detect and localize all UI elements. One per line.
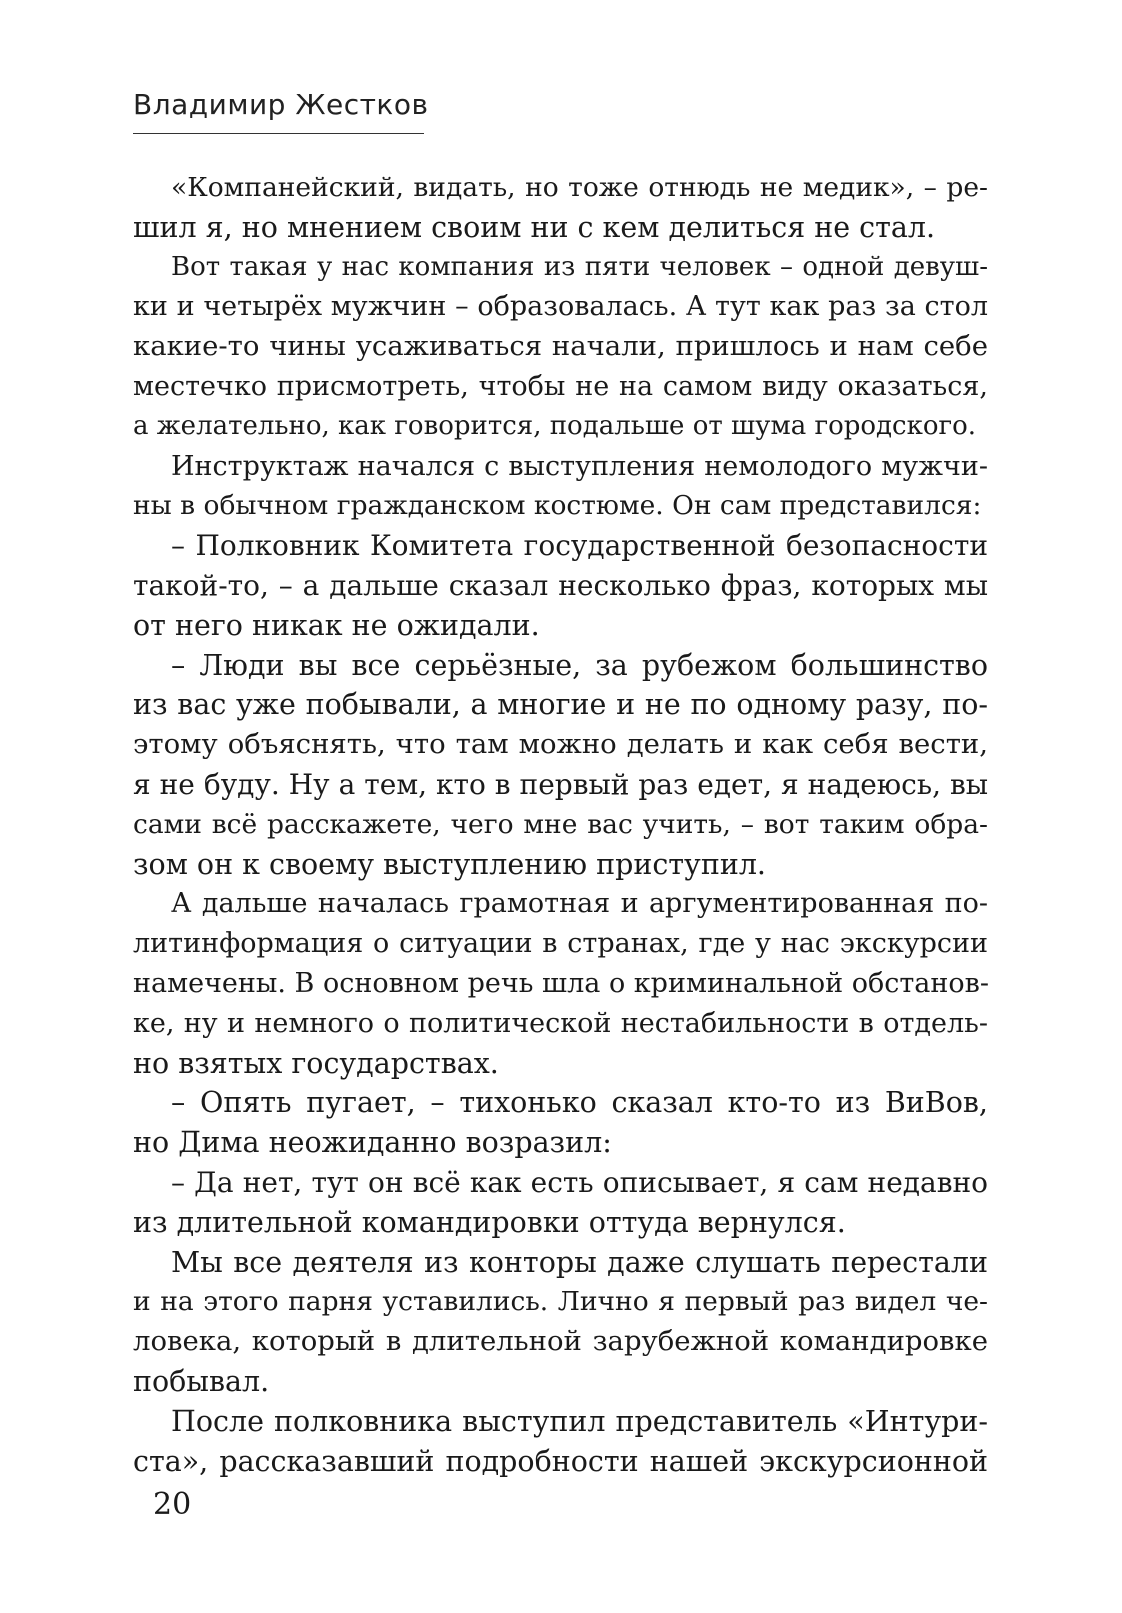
text-line: из длительной командировки оттуда вернулся. [133, 1205, 846, 1239]
text-line: этому объяснять, что там можно делать и как себя вести, [133, 728, 988, 761]
text-line: – Люди вы все серьёзные, за рубежом большинство [171, 648, 988, 682]
text-line: Инструктаж начался с выступления немолодого мужчи- [171, 450, 988, 482]
text-line: местечко присмотреть, чтобы не на самом виду оказаться, [133, 370, 988, 402]
text-line: такой-то, – а дальше сказал несколько фраз, которых мы [133, 568, 988, 602]
header-rule [133, 133, 424, 134]
text-line: ны в обычном гражданском костюме. Он сам представился: [133, 490, 982, 522]
text-line: я не буду. Ну а тем, кто в первый раз едет, я надеюсь, вы [133, 767, 988, 801]
text-line: зом он к своему выступлению приступил. [133, 847, 766, 881]
body-text [133, 168, 988, 1481]
text-line: А дальше началась грамотная и аргументированная по- [171, 888, 988, 920]
text-line: – Полковник Комитета государственной безопасности [171, 529, 988, 563]
text-line: ловека, который в длительной зарубежной командировке [133, 1325, 988, 1358]
text-line: ке, ну и немного о политической нестабильности в отдель- [133, 1007, 988, 1039]
text-line: и на этого парня уставились. Лично я первый раз видел че- [133, 1286, 988, 1318]
text-line: Вот такая у нас компания из пяти человек – одной девуш- [171, 251, 988, 282]
text-line: – Опять пугает, – тихонько сказал кто-то из ВиВов, [171, 1086, 988, 1120]
text-line: но Дима неожиданно возразил: [133, 1126, 612, 1160]
text-line: но взятых государствах. [133, 1046, 499, 1080]
text-line: шил я, но мнением своим ни с кем делиться не стал. [133, 210, 936, 244]
running-head-author: Владимир Жестков [133, 88, 429, 121]
text-line: литинформация о ситуации в странах, где у нас экскурсии [133, 928, 988, 960]
text-line: какие-то чины усаживаться начали, пришлось и нам себе [133, 330, 988, 363]
text-line: намечены. В основном речь шла о криминальной обстанов- [133, 967, 989, 999]
text-line: из вас уже побывали, а многие и не по одному разу, по- [133, 688, 988, 722]
text-line: побывал. [133, 1364, 270, 1398]
text-line: Мы все деятеля из конторы даже слушать перестали [171, 1245, 988, 1279]
text-line: а желательно, как говорится, подальше от шума городского. [133, 410, 977, 441]
page-number: 20 [153, 1487, 192, 1522]
text-line: от него никак не ожидали. [133, 608, 540, 642]
text-line: ки и четырёх мужчин – образовалась. А тут как раз за стол [133, 291, 988, 323]
text-line: ста», рассказавший подробности нашей экскурсионной [133, 1444, 988, 1478]
text-line: сами всё расскажете, чего мне вас учить, – вот таким обра- [133, 808, 988, 840]
text-line: «Компанейский, видать, но тоже отнюдь не медик», – ре- [171, 172, 988, 203]
text-line: – Да нет, тут он всё как есть описывает, я сам недавно [171, 1165, 988, 1199]
text-line: После полковника выступил представитель «Интури- [171, 1404, 988, 1438]
